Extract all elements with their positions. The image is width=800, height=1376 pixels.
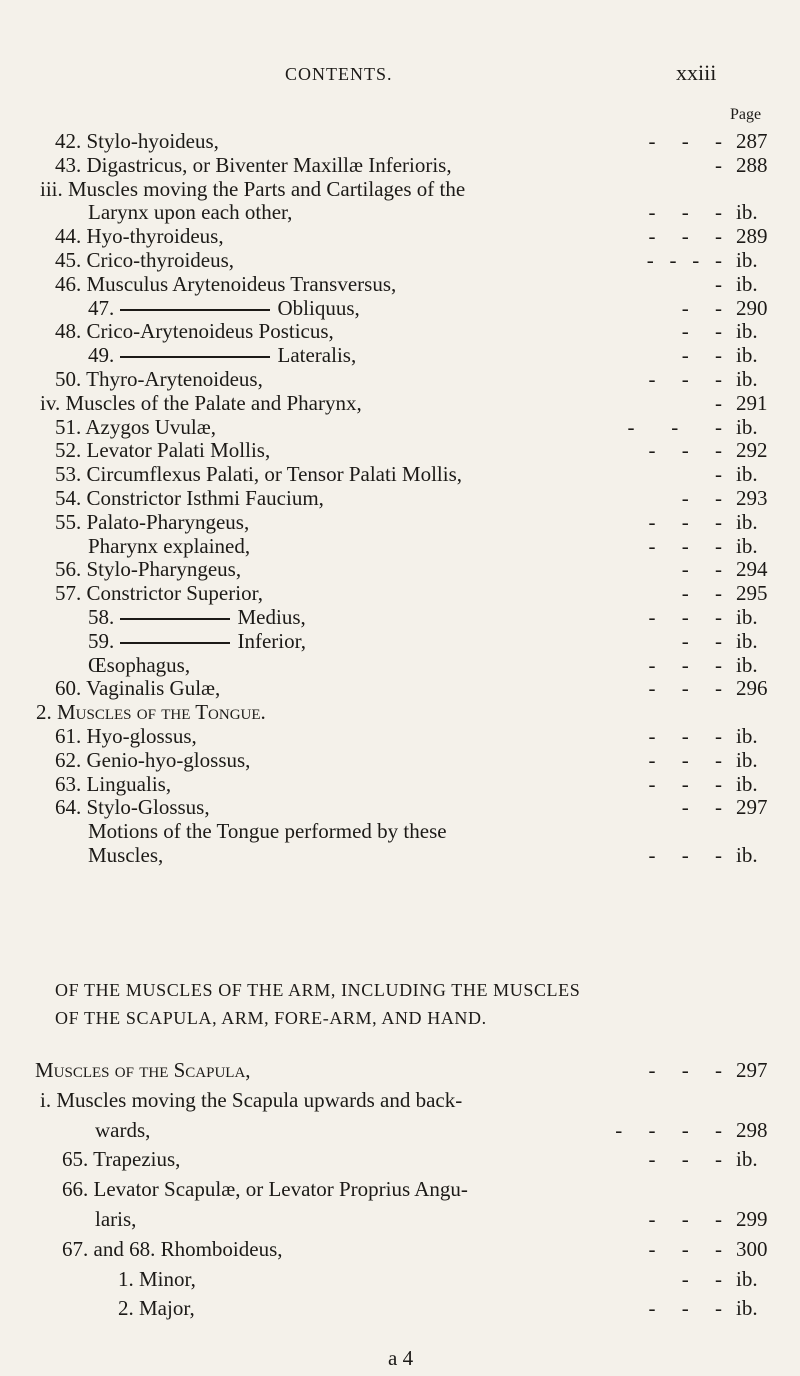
ditto-rule bbox=[120, 618, 230, 620]
toc-entry-title: 51. Azygos Uvulæ, bbox=[55, 414, 217, 439]
signature-mark: a 4 bbox=[388, 1346, 414, 1370]
toc-entry bbox=[0, 604, 800, 630]
toc-entry bbox=[0, 794, 800, 820]
leader-dashes: - - - bbox=[648, 438, 722, 463]
toc-entry bbox=[0, 652, 800, 678]
running-title: CONTENTS. bbox=[285, 64, 393, 84]
toc-entry-title: 61. Hyo-glossus, bbox=[55, 724, 197, 748]
leader-dashes: - - bbox=[681, 319, 722, 344]
toc-entry bbox=[0, 771, 800, 797]
toc-entry-title: 44. Hyo-thyroideus, bbox=[55, 224, 224, 249]
toc-entry-page: 296 bbox=[736, 676, 768, 701]
toc-entry-title bbox=[88, 295, 360, 321]
toc-entry-page: ib. bbox=[736, 533, 758, 558]
toc-entry-title: 1. Minor, bbox=[118, 1266, 196, 1291]
toc-entry-page: 293 bbox=[736, 486, 768, 510]
toc-entry-title: 48. Crico-Arytenoideus Posticus, bbox=[55, 319, 334, 344]
toc-entry-page: ib. bbox=[736, 724, 758, 748]
leader-dashes: - bbox=[715, 462, 722, 487]
leader-dashes: - - - bbox=[648, 1147, 722, 1172]
leader-dashes: - - - bbox=[648, 1236, 722, 1261]
toc-entry-page: ib. bbox=[736, 1266, 758, 1291]
leader-dashes: - - bbox=[681, 581, 722, 606]
toc-entry bbox=[0, 556, 800, 582]
toc-entry bbox=[0, 1295, 800, 1321]
toc-entry bbox=[0, 295, 800, 321]
toc-entry bbox=[0, 128, 800, 154]
toc-entry bbox=[0, 318, 800, 344]
toc-entry bbox=[0, 152, 800, 178]
toc-entry bbox=[0, 461, 800, 487]
toc-entry-title: 2. Muscles of the Tongue. bbox=[36, 700, 266, 725]
leader-dashes: - - bbox=[681, 628, 722, 653]
toc-entry bbox=[0, 1087, 800, 1113]
toc-entry-page: 287 bbox=[736, 129, 768, 153]
toc-entry-number: 59. bbox=[88, 628, 120, 653]
toc-entry-page: ib. bbox=[736, 248, 758, 272]
toc-entry-title: Motions of the Tongue performed by these bbox=[88, 819, 447, 844]
ditto-rule bbox=[120, 642, 230, 644]
toc-entry bbox=[0, 747, 800, 773]
toc-entry bbox=[0, 1117, 800, 1143]
toc-entry-title: Muscles, bbox=[88, 843, 164, 867]
toc-entry-title: 60. Vaginalis Gulæ, bbox=[55, 676, 221, 701]
toc-entry bbox=[0, 366, 800, 392]
toc-entry-page: 298 bbox=[736, 1117, 768, 1142]
leader-dashes: - bbox=[715, 271, 722, 296]
toc-entry-title: 45. Crico-thyroideus, bbox=[55, 248, 235, 272]
toc-entry bbox=[0, 1176, 800, 1202]
toc-entry-text: Inferior, bbox=[237, 628, 307, 653]
toc-entry bbox=[0, 1236, 800, 1262]
toc-entry-page: 295 bbox=[736, 581, 768, 606]
toc-entry bbox=[0, 390, 800, 416]
toc-entry-page: ib. bbox=[736, 200, 758, 225]
leader-dashes: - - bbox=[681, 795, 722, 820]
toc-entry bbox=[0, 842, 800, 868]
toc-entry-page: ib. bbox=[736, 605, 758, 629]
toc-entry bbox=[0, 628, 800, 654]
toc-entry-title: 50. Thyro-Arytenoideus, bbox=[55, 367, 263, 391]
toc-entry-page: 288 bbox=[736, 152, 768, 177]
leader-dashes: - - bbox=[681, 1266, 722, 1291]
leader-dashes: - - - bbox=[648, 747, 722, 772]
toc-entry-page: 300 bbox=[736, 1236, 768, 1261]
toc-entry-page: ib. bbox=[736, 414, 758, 439]
toc-entry-title: 64. Stylo-Glossus, bbox=[55, 795, 210, 820]
ditto-rule bbox=[120, 356, 270, 358]
toc-entry-title: Œsophagus, bbox=[88, 652, 191, 677]
toc-entry-text: Lateralis, bbox=[277, 343, 357, 368]
leader-dashes: - - - bbox=[648, 605, 722, 629]
toc-entry bbox=[0, 1266, 800, 1292]
leader-dashes: - - - bbox=[627, 414, 722, 439]
toc-entry-page: ib. bbox=[736, 271, 758, 296]
toc-entry-number: 47. bbox=[88, 295, 120, 320]
toc-entry-title: wards, bbox=[95, 1117, 151, 1142]
toc-entry-page: ib. bbox=[736, 747, 758, 772]
toc-entry-page: 299 bbox=[736, 1207, 768, 1231]
toc-entry bbox=[0, 509, 800, 535]
toc-entry bbox=[0, 533, 800, 559]
toc-entry-page: ib. bbox=[736, 462, 758, 487]
page-number: xxiii bbox=[676, 60, 717, 85]
leader-dashes: - - bbox=[681, 486, 722, 510]
leader-dashes: - - - bbox=[648, 200, 722, 225]
toc-entry-page: ib. bbox=[736, 771, 758, 796]
section-heading-line-2: OF THE SCAPULA, ARM, FORE-ARM, AND HAND. bbox=[55, 1008, 487, 1028]
toc-entry-title: 65. Trapezius, bbox=[62, 1147, 181, 1172]
toc-entry bbox=[0, 675, 800, 701]
leader-dashes: - - - - bbox=[646, 248, 722, 272]
ditto-rule bbox=[120, 309, 270, 311]
toc-entry-title: 2. Major, bbox=[118, 1296, 195, 1321]
section-heading-line-1: OF THE MUSCLES OF THE ARM, INCLUDING THE MUSCLES bbox=[55, 980, 581, 1000]
toc-entry-title bbox=[88, 342, 356, 368]
toc-entry-title: 46. Musculus Arytenoideus Transversus, bbox=[55, 271, 397, 296]
toc-entry-title: 66. Levator Scapulæ, or Levator Proprius Angu- bbox=[62, 1177, 468, 1202]
toc-entry-page: ib. bbox=[736, 319, 758, 344]
toc-entry-title: 62. Genio-hyo-glossus, bbox=[55, 747, 251, 772]
toc-entry-title: 53. Circumflexus Palati, or Tensor Palati Mollis, bbox=[55, 462, 463, 487]
toc-entry-title bbox=[88, 628, 306, 654]
toc-entry-page: ib. bbox=[736, 1147, 758, 1172]
toc-entry bbox=[0, 199, 800, 225]
toc-entry-page: ib. bbox=[736, 343, 758, 368]
toc-entry bbox=[0, 1057, 800, 1083]
leader-dashes: - - - bbox=[648, 129, 722, 153]
toc-entry-title: 55. Palato-Pharyngeus, bbox=[55, 509, 250, 534]
leader-dashes: - - - bbox=[648, 367, 722, 391]
leader-dashes: - - - bbox=[648, 533, 722, 558]
leader-dashes: - - - bbox=[648, 843, 722, 867]
toc-entry bbox=[0, 271, 800, 297]
toc-entry bbox=[0, 1146, 800, 1172]
toc-entry bbox=[0, 342, 800, 368]
toc-entry-title: 52. Levator Palati Mollis, bbox=[55, 438, 271, 463]
toc-entry-number: 49. bbox=[88, 343, 120, 368]
toc-entry-text: Medius, bbox=[237, 605, 306, 629]
toc-entry-title: 42. Stylo-hyoideus, bbox=[55, 129, 219, 153]
toc-entry bbox=[0, 437, 800, 463]
toc-entry bbox=[0, 485, 800, 511]
toc-entry-title: i. Muscles moving the Scapula upwards and back- bbox=[40, 1087, 463, 1112]
leader-dashes: - - - bbox=[648, 771, 722, 796]
toc-entry-title: 43. Digastricus, or Biventer Maxillæ Inferioris, bbox=[55, 152, 452, 177]
toc-entry-title: Muscles of the Scapula, bbox=[35, 1058, 251, 1082]
toc-entry-page: 289 bbox=[736, 224, 768, 249]
toc-entry-title: Larynx upon each other, bbox=[88, 200, 293, 225]
toc-entry bbox=[0, 414, 800, 440]
leader-dashes: - - - bbox=[648, 724, 722, 748]
toc-entry-page: 292 bbox=[736, 438, 768, 463]
toc-entry bbox=[0, 818, 800, 844]
toc-entry-title: 56. Stylo-Pharyngeus, bbox=[55, 557, 242, 582]
leader-dashes: - - - bbox=[648, 652, 722, 677]
toc-entry-title: iii. Muscles moving the Parts and Cartilages of the bbox=[40, 176, 466, 201]
toc-entry-text: Obliquus, bbox=[277, 295, 360, 320]
running-header bbox=[0, 58, 800, 88]
page-column-label: Page bbox=[730, 106, 762, 123]
toc-entry bbox=[0, 580, 800, 606]
toc-entry-page: ib. bbox=[736, 1296, 758, 1321]
leader-dashes: - - bbox=[681, 295, 722, 320]
leader-dashes: - - - bbox=[648, 224, 722, 249]
toc-entry bbox=[0, 247, 800, 273]
toc-entry-number: 58. bbox=[88, 605, 120, 629]
toc-entry-page: ib. bbox=[736, 652, 758, 677]
leader-dashes: - - - bbox=[648, 676, 722, 701]
toc-entry-page: 291 bbox=[736, 390, 768, 415]
toc-entry-page: 297 bbox=[736, 795, 768, 820]
leader-dashes: - bbox=[715, 390, 722, 415]
toc-entry bbox=[0, 699, 800, 725]
leader-dashes: - - - bbox=[648, 1207, 722, 1231]
toc-entry-title: 67. and 68. Rhomboideus, bbox=[62, 1236, 283, 1261]
toc-entry-page: ib. bbox=[736, 509, 758, 534]
leader-dashes: - - - bbox=[648, 509, 722, 534]
toc-entry-title: laris, bbox=[95, 1207, 137, 1231]
toc-entry-title: 57. Constrictor Superior, bbox=[55, 581, 263, 606]
toc-entry-page: 297 bbox=[736, 1058, 768, 1082]
leader-dashes: - - - - bbox=[615, 1117, 722, 1142]
toc-entry bbox=[0, 223, 800, 249]
toc-entry-title: 63. Lingualis, bbox=[55, 771, 172, 796]
leader-dashes: - - - bbox=[648, 1058, 722, 1082]
leader-dashes: - - bbox=[681, 343, 722, 368]
toc-entry-page: 290 bbox=[736, 295, 768, 320]
toc-entry-title bbox=[88, 604, 306, 630]
toc-entry-page: ib. bbox=[736, 628, 758, 653]
toc-entry-title: iv. Muscles of the Palate and Pharynx, bbox=[40, 390, 362, 415]
toc-entry-page: ib. bbox=[736, 367, 758, 391]
leader-dashes: - - bbox=[681, 557, 722, 582]
toc-entry-title: 54. Constrictor Isthmi Faucium, bbox=[55, 486, 324, 510]
toc-entry-page: 294 bbox=[736, 557, 768, 582]
leader-dashes: - - - bbox=[648, 1296, 722, 1321]
toc-entry bbox=[0, 176, 800, 202]
toc-entry bbox=[0, 1206, 800, 1232]
toc-entry bbox=[0, 723, 800, 749]
toc-entry-page: ib. bbox=[736, 843, 758, 867]
toc-entry-title: Pharynx explained, bbox=[88, 533, 251, 558]
leader-dashes: - bbox=[715, 152, 722, 177]
